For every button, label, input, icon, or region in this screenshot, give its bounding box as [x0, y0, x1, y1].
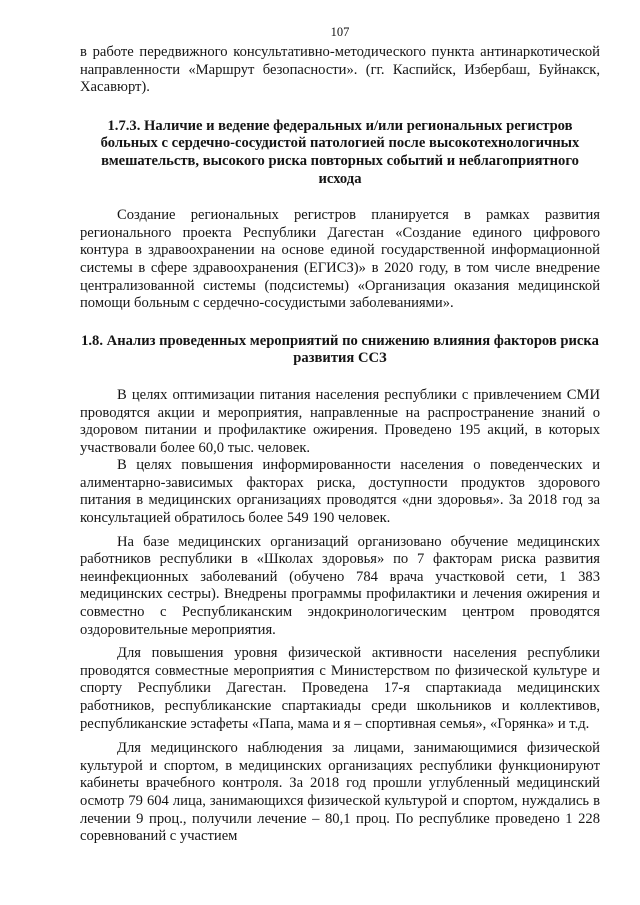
document-page	[80, 24, 600, 846]
section-heading-1-8: 1.8. Анализ проведенных мероприятий по снижению влияния факторов риска развития ССЗ	[81, 332, 599, 367]
spacer	[80, 368, 600, 387]
paragraph-registers: Создание региональных регистров планируется в рамках развития регионального проекта Республики Дагестан «Создание единого цифрового контура в здравоохранении на основе единой государственной информационной системы в сфере здравоохранения (ЕГИСЗ)» в 2020 году, в том числе внедрение централизованной системы (подсистемы) «Организация оказания медицинской помощи больным с сердечно-сосудистыми заболеваниями».	[80, 207, 600, 312]
paragraph-schools: На базе медицинских организаций организовано обучение медицинских работников республики в «Школах здоровья» по 7 факторам риска развития неинфекционных заболеваний (обучено 784 врача участковой сети, 1 383 медицинских сестры). Внедрены программы профилактики и лечения ожирения и совместно с Республиканским эндокринологическим центром проводятся оздоровительные мероприятия.	[80, 533, 600, 638]
paragraph-monitoring: Для медицинского наблюдения за лицами, занимающимися физической культурой и спортом, в медицинских организациях республики функционируют кабинеты врачебного контроля. За 2018 год прошли углубленный медицинский осмотр 79 604 лица, занимающихся физической культурой и спортом, нуждались в лечении 9 проц., получили лечение – 80,1 проц. По республике проведено 1 228 соревнований с участием	[80, 740, 600, 845]
spacer	[80, 188, 600, 207]
page-number: 107	[330, 25, 350, 39]
spacer	[80, 97, 600, 118]
paragraph-nutrition: В целях оптимизации питания населения республики с привлечением СМИ проводятся акции и мероприятия, направленные на распространение знаний о здоровом питании и профилактике ожирения. Проведено 195 акций, в которых участвовали более 60,0 тыс. человек.	[80, 386, 600, 456]
paragraph-activity: Для повышения уровня физической активности населения республики проводятся совместные мероприятия с Министерством по физической культуре и спорту Республики Дагестан. Проведена 17-я спартакиада медицинских работников, республиканские спартакиады среди школьников и коллективов, республиканские эстафеты «Папа, мама и я – спортивная семья», «Горянка» и т.д.	[80, 645, 600, 732]
spacer	[80, 313, 600, 333]
paragraph-intro: в работе передвижного консультативно-методического пункта антинаркотической направленности «Маршрут безопасности». (гг. Каспийск, Избербаш, Буйнакск, Хасавюрт).	[80, 44, 600, 96]
paragraph-awareness: В целях повышения информированности населения о поведенческих и алиментарно-зависимых факторах риска, доступности продуктов здорового питания в медицинских организациях проводятся «дни здоровья». За 2018 год за консультацией обратилось более 549 190 человек.	[80, 457, 600, 527]
section-heading-1-7-3: 1.7.3. Наличие и ведение федеральных и/или региональных регистров больных с сердечно-сосудистой патологией после высокотехнологичных вмешательств, высокого риска повторных событий и неблагоприятного исхода	[100, 117, 580, 187]
spacer	[80, 733, 600, 740]
